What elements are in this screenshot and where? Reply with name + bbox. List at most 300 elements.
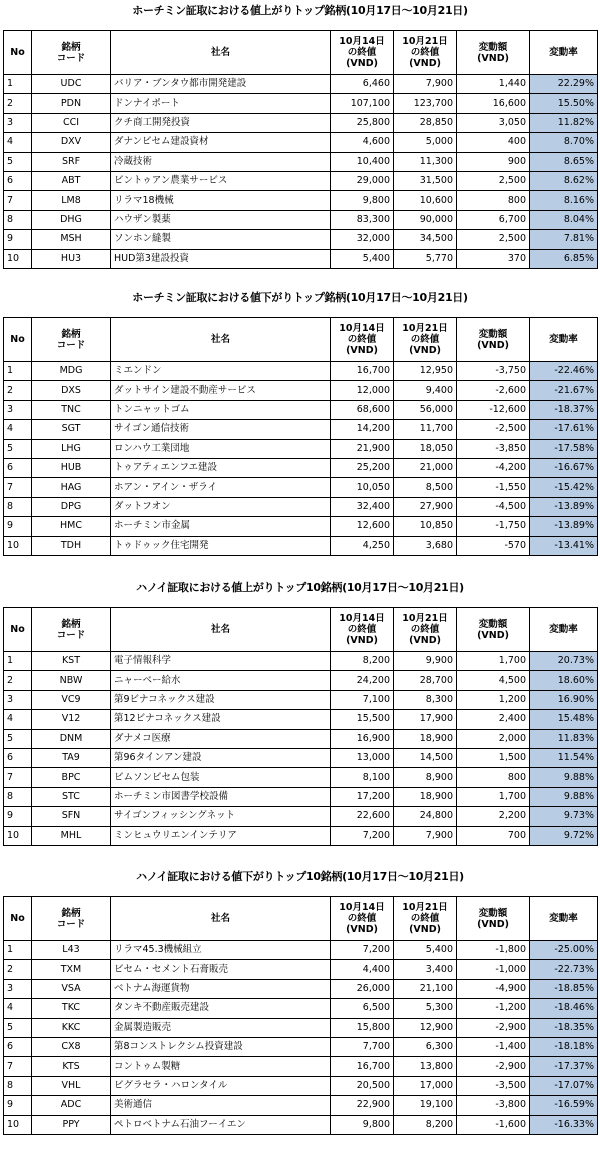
close-before: 68,600: [331, 400, 394, 419]
close-after: 19,100: [394, 1096, 457, 1115]
change-rate: 16.90%: [530, 690, 598, 709]
row-no: 3: [4, 690, 32, 709]
change-rate: 11.82%: [530, 113, 598, 132]
change-rate: -16.33%: [530, 1115, 598, 1134]
stock-code: KTS: [32, 1057, 111, 1076]
stock-code: V12: [32, 710, 111, 729]
row-no: 2: [4, 671, 32, 690]
company-name: 第8コンストレクシム投資建設: [111, 1037, 331, 1056]
close-before: 17,200: [331, 787, 394, 806]
stock-code: HU3: [32, 249, 111, 268]
row-no: 1: [4, 75, 32, 94]
close-before: 9,800: [331, 1115, 394, 1134]
close-before: 4,250: [331, 536, 394, 555]
change-amount: 2,500: [457, 230, 530, 249]
change-amount: -4,500: [457, 497, 530, 516]
table-row: [4, 1057, 598, 1076]
change-amount: 1,440: [457, 75, 530, 94]
close-after: 28,850: [394, 113, 457, 132]
header-name: 社名: [111, 608, 331, 652]
change-rate: -18.85%: [530, 979, 598, 998]
stock-code: L43: [32, 941, 111, 960]
company-name: リラマ18機械: [111, 191, 331, 210]
row-no: 3: [4, 113, 32, 132]
ranking-section: [0, 577, 600, 841]
close-before: 7,200: [331, 826, 394, 845]
close-after: 5,770: [394, 249, 457, 268]
close-before: 7,200: [331, 941, 394, 960]
table-row: [4, 710, 598, 729]
stock-code: ADC: [32, 1096, 111, 1115]
change-amount: 2,000: [457, 729, 530, 748]
close-after: 8,900: [394, 768, 457, 787]
close-before: 6,460: [331, 75, 394, 94]
change-rate: 8.70%: [530, 133, 598, 152]
stock-code: NBW: [32, 671, 111, 690]
company-name: 冷蔵技術: [111, 152, 331, 171]
change-rate: 8.62%: [530, 171, 598, 190]
change-amount: 700: [457, 826, 530, 845]
stock-code: MDG: [32, 362, 111, 381]
table-row: [4, 1037, 598, 1056]
row-no: 9: [4, 807, 32, 826]
table-row: [4, 826, 598, 845]
change-rate: -13.41%: [530, 536, 598, 555]
change-rate: -16.59%: [530, 1096, 598, 1115]
change-rate: -13.89%: [530, 517, 598, 536]
header-after-close: 10月21日 の終値 (VND): [394, 897, 457, 941]
table-row: [4, 748, 598, 767]
close-before: 7,700: [331, 1037, 394, 1056]
change-rate: -15.42%: [530, 478, 598, 497]
change-amount: -1,200: [457, 999, 530, 1018]
header-change: 変動額 (VND): [457, 318, 530, 362]
company-name: ビムソンビセム包装: [111, 768, 331, 787]
row-no: 5: [4, 152, 32, 171]
close-after: 10,600: [394, 191, 457, 210]
close-before: 13,000: [331, 748, 394, 767]
row-no: 9: [4, 517, 32, 536]
change-rate: 11.54%: [530, 748, 598, 767]
change-amount: -1,000: [457, 960, 530, 979]
company-name: ミエンドン: [111, 362, 331, 381]
close-after: 10,850: [394, 517, 457, 536]
row-no: 5: [4, 439, 32, 458]
header-after-close: 10月21日 の終値 (VND): [394, 608, 457, 652]
stock-code: HAG: [32, 478, 111, 497]
close-before: 16,700: [331, 1057, 394, 1076]
close-after: 34,500: [394, 230, 457, 249]
company-name: サイゴンフィッシングネット: [111, 807, 331, 826]
table-row: [4, 768, 598, 787]
table-row: [4, 960, 598, 979]
header-rate: 変動率: [530, 31, 598, 75]
change-rate: -18.35%: [530, 1018, 598, 1037]
stock-code: DHG: [32, 210, 111, 229]
table-row: [4, 478, 598, 497]
row-no: 10: [4, 249, 32, 268]
change-amount: -2,900: [457, 1057, 530, 1076]
company-name: トンニャットゴム: [111, 400, 331, 419]
table-row: [4, 458, 598, 477]
stock-code: DXS: [32, 381, 111, 400]
close-before: 8,200: [331, 652, 394, 671]
stock-code: SGT: [32, 420, 111, 439]
stock-code: VSA: [32, 979, 111, 998]
close-before: 32,000: [331, 230, 394, 249]
table-row: [4, 690, 598, 709]
change-rate: 8.65%: [530, 152, 598, 171]
change-rate: 7.81%: [530, 230, 598, 249]
change-amount: 2,400: [457, 710, 530, 729]
close-after: 9,900: [394, 652, 457, 671]
close-after: 27,900: [394, 497, 457, 516]
change-rate: 9.88%: [530, 768, 598, 787]
row-no: 8: [4, 497, 32, 516]
company-name: 第9ビナコネックス建設: [111, 690, 331, 709]
table-row: [4, 807, 598, 826]
table-row: [4, 152, 598, 171]
close-after: 5,300: [394, 999, 457, 1018]
table-row: [4, 497, 598, 516]
stock-code: HMC: [32, 517, 111, 536]
section-title: ハノイ証取における値上がりトップ10銘柄(10月17日～10月21日): [136, 581, 464, 594]
change-rate: 9.72%: [530, 826, 598, 845]
change-rate: -17.07%: [530, 1076, 598, 1095]
change-rate: -17.58%: [530, 439, 598, 458]
table-row: [4, 439, 598, 458]
row-no: 6: [4, 171, 32, 190]
company-name: ニャーベー給水: [111, 671, 331, 690]
company-name: 第12ビナコネックス建設: [111, 710, 331, 729]
table-row: [4, 113, 598, 132]
close-before: 26,000: [331, 979, 394, 998]
company-name: コントゥム製糖: [111, 1057, 331, 1076]
close-after: 21,100: [394, 979, 457, 998]
close-after: 14,500: [394, 748, 457, 767]
ranking-table: [3, 896, 598, 1135]
table-row: [4, 171, 598, 190]
change-rate: -25.00%: [530, 941, 598, 960]
change-rate: 15.48%: [530, 710, 598, 729]
row-no: 4: [4, 710, 32, 729]
table-row: [4, 191, 598, 210]
change-amount: 4,500: [457, 671, 530, 690]
close-after: 9,400: [394, 381, 457, 400]
change-amount: 1,700: [457, 652, 530, 671]
header-change: 変動額 (VND): [457, 608, 530, 652]
close-before: 29,000: [331, 171, 394, 190]
close-after: 11,300: [394, 152, 457, 171]
row-no: 8: [4, 787, 32, 806]
company-name: 第96タインアン建設: [111, 748, 331, 767]
header-code: 銘柄 コード: [32, 897, 111, 941]
company-name: ダットサイン建設不動産サービス: [111, 381, 331, 400]
row-no: 10: [4, 826, 32, 845]
change-amount: -3,500: [457, 1076, 530, 1095]
change-rate: -13.89%: [530, 497, 598, 516]
table-row: [4, 420, 598, 439]
stock-code: CX8: [32, 1037, 111, 1056]
change-amount: -12,600: [457, 400, 530, 419]
change-amount: -3,850: [457, 439, 530, 458]
company-name: トゥアティエンフエ建設: [111, 458, 331, 477]
change-rate: 8.04%: [530, 210, 598, 229]
table-header-row: [4, 31, 598, 75]
header-no: No: [4, 31, 32, 75]
change-amount: 2,200: [457, 807, 530, 826]
close-before: 16,900: [331, 729, 394, 748]
section-title: ホーチミン証取における値上がりトップ銘柄(10月17日～10月21日): [132, 4, 468, 17]
header-change: 変動額 (VND): [457, 31, 530, 75]
table-row: [4, 400, 598, 419]
company-name: 金属製造販売: [111, 1018, 331, 1037]
company-name: ダナンビセム建設資材: [111, 133, 331, 152]
change-amount: 900: [457, 152, 530, 171]
company-name: ペトロベトナム石油フーイエン: [111, 1115, 331, 1134]
close-after: 3,680: [394, 536, 457, 555]
ranking-table: [3, 30, 598, 269]
stock-code: UDC: [32, 75, 111, 94]
close-after: 8,500: [394, 478, 457, 497]
header-code: 銘柄 コード: [32, 31, 111, 75]
header-no: No: [4, 897, 32, 941]
close-after: 21,000: [394, 458, 457, 477]
close-before: 25,200: [331, 458, 394, 477]
stock-code: TXM: [32, 960, 111, 979]
header-rate: 変動率: [530, 897, 598, 941]
close-before: 24,200: [331, 671, 394, 690]
row-no: 3: [4, 400, 32, 419]
company-name: ビグラセラ・ハロンタイル: [111, 1076, 331, 1095]
company-name: ホアン・アイン・ザライ: [111, 478, 331, 497]
change-amount: 800: [457, 191, 530, 210]
section-title: ホーチミン証取における値下がりトップ銘柄(10月17日～10月21日): [132, 291, 468, 304]
change-amount: 3,050: [457, 113, 530, 132]
stock-code: VC9: [32, 690, 111, 709]
header-after-close: 10月21日 の終値 (VND): [394, 318, 457, 362]
stock-code: ABT: [32, 171, 111, 190]
close-after: 8,300: [394, 690, 457, 709]
close-after: 7,900: [394, 75, 457, 94]
row-no: 2: [4, 94, 32, 113]
change-amount: 800: [457, 768, 530, 787]
stock-code: HUB: [32, 458, 111, 477]
table-row: [4, 249, 598, 268]
close-before: 6,500: [331, 999, 394, 1018]
stock-code: TKC: [32, 999, 111, 1018]
change-amount: 1,700: [457, 787, 530, 806]
stock-code: DXV: [32, 133, 111, 152]
header-no: No: [4, 318, 32, 362]
change-amount: -2,500: [457, 420, 530, 439]
table-row: [4, 1096, 598, 1115]
stock-code: PPY: [32, 1115, 111, 1134]
change-rate: 15.50%: [530, 94, 598, 113]
change-rate: 22.29%: [530, 75, 598, 94]
change-amount: -1,750: [457, 517, 530, 536]
row-no: 9: [4, 1096, 32, 1115]
change-amount: 1,200: [457, 690, 530, 709]
header-before-close: 10月14日 の終値 (VND): [331, 897, 394, 941]
table-row: [4, 729, 598, 748]
company-name: バリア・ブンタウ都市開発建設: [111, 75, 331, 94]
company-name: タンキ不動産販売建設: [111, 999, 331, 1018]
close-after: 18,900: [394, 729, 457, 748]
company-name: クチ商工開発投資: [111, 113, 331, 132]
row-no: 7: [4, 1057, 32, 1076]
row-no: 5: [4, 1018, 32, 1037]
change-rate: -18.46%: [530, 999, 598, 1018]
row-no: 10: [4, 1115, 32, 1134]
company-name: ソンホン縫製: [111, 230, 331, 249]
company-name: ベトナム海運貨物: [111, 979, 331, 998]
close-before: 7,100: [331, 690, 394, 709]
change-rate: -18.18%: [530, 1037, 598, 1056]
change-rate: 9.73%: [530, 807, 598, 826]
change-amount: 370: [457, 249, 530, 268]
table-header-row: [4, 318, 598, 362]
table-row: [4, 381, 598, 400]
table-row: [4, 1076, 598, 1095]
ranking-section: [0, 866, 600, 1130]
stock-code: KKC: [32, 1018, 111, 1037]
table-row: [4, 362, 598, 381]
close-before: 107,100: [331, 94, 394, 113]
stock-code: MHL: [32, 826, 111, 845]
change-amount: 1,500: [457, 748, 530, 767]
change-amount: 400: [457, 133, 530, 152]
close-after: 18,050: [394, 439, 457, 458]
company-name: ビセム・セメント石膏販売: [111, 960, 331, 979]
change-amount: -1,600: [457, 1115, 530, 1134]
close-after: 12,950: [394, 362, 457, 381]
change-rate: -22.46%: [530, 362, 598, 381]
header-code: 銘柄 コード: [32, 318, 111, 362]
company-name: ビントゥアン農業サービス: [111, 171, 331, 190]
header-code: 銘柄 コード: [32, 608, 111, 652]
ranking-section: [0, 0, 600, 264]
change-amount: 2,500: [457, 171, 530, 190]
change-amount: -1,400: [457, 1037, 530, 1056]
stock-code: LHG: [32, 439, 111, 458]
change-rate: 6.85%: [530, 249, 598, 268]
stock-code: VHL: [32, 1076, 111, 1095]
stock-code: SRF: [32, 152, 111, 171]
table-header-row: [4, 897, 598, 941]
ranking-table: [3, 317, 598, 556]
stock-code: KST: [32, 652, 111, 671]
row-no: 4: [4, 133, 32, 152]
table-row: [4, 133, 598, 152]
table-row: [4, 94, 598, 113]
stock-code: PDN: [32, 94, 111, 113]
close-before: 9,800: [331, 191, 394, 210]
close-after: 12,900: [394, 1018, 457, 1037]
close-after: 5,000: [394, 133, 457, 152]
close-after: 13,800: [394, 1057, 457, 1076]
row-no: 7: [4, 478, 32, 497]
company-name: ミンヒュウリエンインテリア: [111, 826, 331, 845]
company-name: 美術通信: [111, 1096, 331, 1115]
row-no: 8: [4, 1076, 32, 1095]
stock-code: DNM: [32, 729, 111, 748]
change-rate: 9.88%: [530, 787, 598, 806]
row-no: 7: [4, 191, 32, 210]
row-no: 9: [4, 230, 32, 249]
change-rate: -18.37%: [530, 400, 598, 419]
close-after: 28,700: [394, 671, 457, 690]
stock-code: BPC: [32, 768, 111, 787]
change-rate: -17.61%: [530, 420, 598, 439]
table-row: [4, 999, 598, 1018]
change-rate: -17.37%: [530, 1057, 598, 1076]
table-row: [4, 1115, 598, 1134]
table-row: [4, 979, 598, 998]
stock-code: TA9: [32, 748, 111, 767]
header-change: 変動額 (VND): [457, 897, 530, 941]
change-amount: -3,800: [457, 1096, 530, 1115]
change-amount: -570: [457, 536, 530, 555]
company-name: HUD第3建設投資: [111, 249, 331, 268]
row-no: 4: [4, 420, 32, 439]
row-no: 6: [4, 458, 32, 477]
close-after: 8,200: [394, 1115, 457, 1134]
close-before: 15,500: [331, 710, 394, 729]
close-before: 8,100: [331, 768, 394, 787]
row-no: 10: [4, 536, 32, 555]
close-before: 20,500: [331, 1076, 394, 1095]
header-name: 社名: [111, 318, 331, 362]
close-before: 12,600: [331, 517, 394, 536]
change-rate: 11.83%: [530, 729, 598, 748]
header-name: 社名: [111, 31, 331, 75]
company-name: ホーチミン市金属: [111, 517, 331, 536]
close-before: 22,900: [331, 1096, 394, 1115]
change-rate: 20.73%: [530, 652, 598, 671]
close-after: 17,900: [394, 710, 457, 729]
company-name: ドンナイポート: [111, 94, 331, 113]
company-name: ホーチミン市図書学校設備: [111, 787, 331, 806]
close-before: 14,200: [331, 420, 394, 439]
company-name: ロンハウ工業団地: [111, 439, 331, 458]
change-amount: -1,550: [457, 478, 530, 497]
change-amount: -4,200: [457, 458, 530, 477]
close-after: 90,000: [394, 210, 457, 229]
change-rate: 8.16%: [530, 191, 598, 210]
header-after-close: 10月21日 の終値 (VND): [394, 31, 457, 75]
table-row: [4, 652, 598, 671]
table-row: [4, 787, 598, 806]
stock-code: TNC: [32, 400, 111, 419]
close-after: 17,000: [394, 1076, 457, 1095]
close-after: 18,900: [394, 787, 457, 806]
close-before: 5,400: [331, 249, 394, 268]
close-before: 83,300: [331, 210, 394, 229]
close-after: 24,800: [394, 807, 457, 826]
header-before-close: 10月14日 の終値 (VND): [331, 318, 394, 362]
close-before: 10,050: [331, 478, 394, 497]
close-after: 31,500: [394, 171, 457, 190]
change-amount: -4,900: [457, 979, 530, 998]
row-no: 6: [4, 748, 32, 767]
row-no: 2: [4, 960, 32, 979]
company-name: リラマ45.3機械組立: [111, 941, 331, 960]
change-amount: -2,900: [457, 1018, 530, 1037]
company-name: 電子情報科学: [111, 652, 331, 671]
stock-code: STC: [32, 787, 111, 806]
header-rate: 変動率: [530, 608, 598, 652]
